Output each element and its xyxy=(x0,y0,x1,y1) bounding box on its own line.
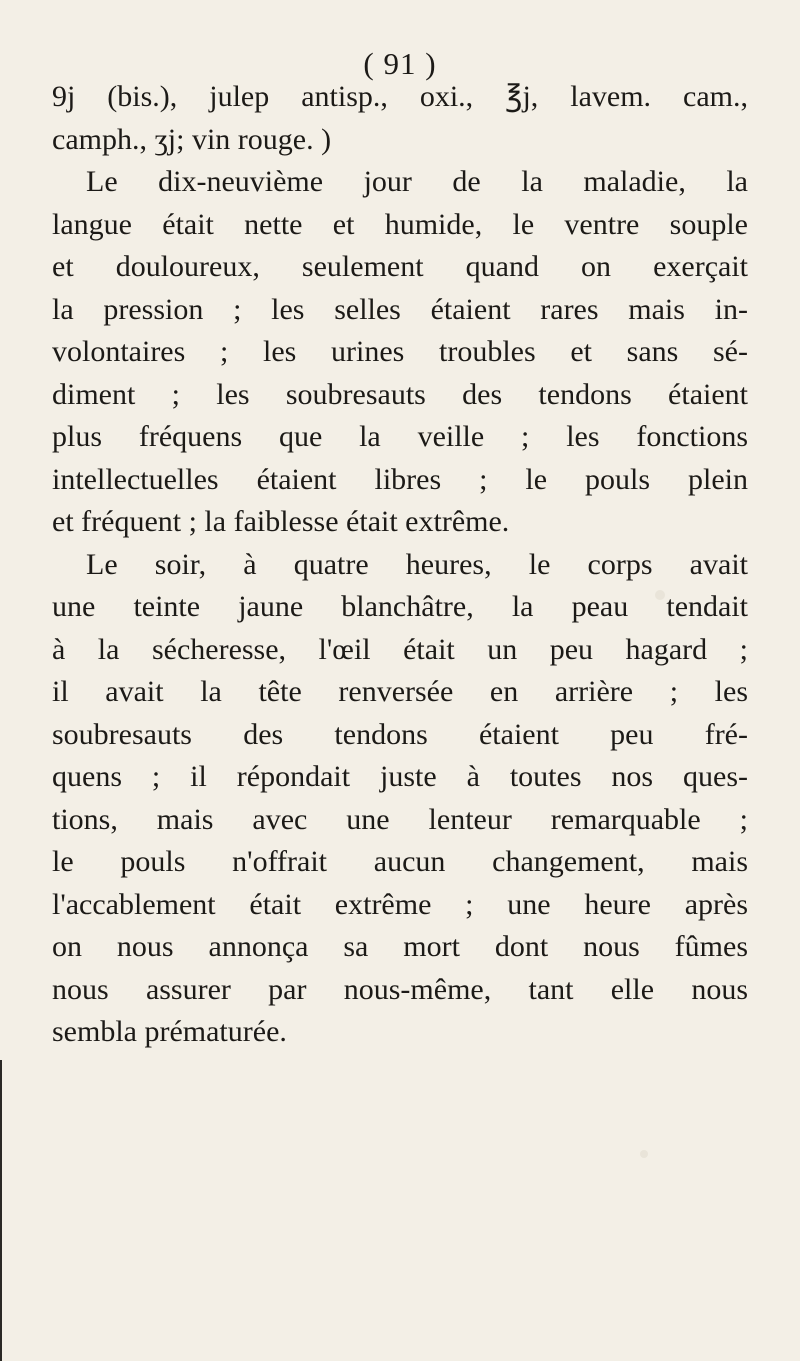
text-line: langue était nette et humide, le ventre souple xyxy=(52,207,748,241)
text-line: le pouls n'offrait aucun changement, mais xyxy=(52,845,748,878)
text-line: sembla prématurée. xyxy=(52,1015,287,1048)
text-line: Le soir, à quatre heures, le corps avait xyxy=(86,547,748,581)
body-text xyxy=(52,76,748,1054)
text-line: plus fréquens que la veille ; les fonctions xyxy=(52,420,748,453)
page-number: ( 91 ) xyxy=(363,46,437,81)
text-line: quens ; il répondait juste à toutes nos ques- xyxy=(52,760,748,793)
text-line: volontaires ; les urines troubles et sans sé- xyxy=(52,335,748,368)
text-line: et fréquent ; la faiblesse était extrême. xyxy=(52,505,510,538)
text-line: tions, mais avec une lenteur remarquable ; xyxy=(52,802,748,836)
text-line: et douloureux, seulement quand on exerçait xyxy=(52,250,748,283)
text-line: camph., ʒj; vin rouge. ) xyxy=(52,122,332,156)
text-line: intellectuelles étaient libres ; le pouls plein xyxy=(52,462,748,496)
text-line: nous assurer par nous-même, tant elle nous xyxy=(52,972,748,1006)
text-line: il avait la tête renversée en arrière ; les xyxy=(52,675,748,708)
text-line: une teinte jaune blanchâtre, la peau tendait xyxy=(52,590,748,623)
text-line: 9j (bis.), julep antisp., oxi., ℥j, lavem. cam., xyxy=(52,80,748,113)
page-binding-edge xyxy=(0,1060,2,1361)
text-line: à la sécheresse, l'œil était un peu hagard ; xyxy=(52,632,748,666)
text-line: on nous annonça sa mort dont nous fûmes xyxy=(52,930,748,963)
text-line: soubresauts des tendons étaient peu fré- xyxy=(52,717,748,751)
text-line: diment ; les soubresauts des tendons étaient xyxy=(52,377,748,411)
text-line: l'accablement était extrême ; une heure après xyxy=(52,887,748,921)
text-line: Le dix-neuvième jour de la maladie, la xyxy=(86,165,748,198)
paper-stain xyxy=(640,1150,648,1158)
text-line: la pression ; les selles étaient rares mais in- xyxy=(52,292,748,326)
